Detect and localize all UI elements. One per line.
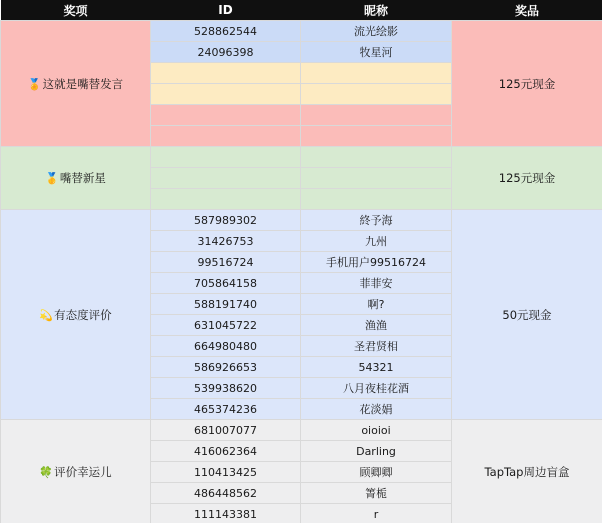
nickname-cell: 終予海 [301,210,452,231]
table-row [1,21,602,42]
nickname-cell [301,168,452,189]
award-cell-group-2 [1,147,151,210]
id-cell: 631045722 [151,315,301,336]
nickname-cell: Darling [301,441,452,462]
nickname-cell: 手机用户99516724 [301,252,452,273]
nickname-cell: 花淡娟 [301,399,452,420]
award-cell-group-1 [1,21,151,147]
nickname-cell: 箐栀 [301,483,452,504]
nickname-cell: 54321 [301,357,452,378]
header-nickname: 昵称 [301,0,452,21]
id-cell: 416062364 [151,441,301,462]
id-cell: 465374236 [151,399,301,420]
nickname-cell [301,63,452,84]
id-cell: 528862544 [151,21,301,42]
table-row [1,420,602,441]
id-cell: 31426753 [151,231,301,252]
prize-cell-group-4: TapTap周边盲盒 [452,420,602,523]
nickname-cell: 八月夜桂花酒 [301,378,452,399]
award-cell-group-4 [1,420,151,523]
nickname-cell [301,84,452,105]
nickname-cell: 啊? [301,294,452,315]
id-cell [151,168,301,189]
id-cell: 705864158 [151,273,301,294]
id-cell: 110413425 [151,462,301,483]
nickname-cell: 渔渔 [301,315,452,336]
nickname-cell: 九州 [301,231,452,252]
id-cell: 486448562 [151,483,301,504]
nickname-cell: oioioi [301,420,452,441]
prize-cell-group-2: 125元现金 [452,147,602,210]
award-label: 嘴替新星 [59,171,106,185]
id-cell: 111143381 [151,504,301,523]
table-row [1,210,602,231]
id-cell: 681007077 [151,420,301,441]
id-cell: 587989302 [151,210,301,231]
award-label: 这就是嘴替发言 [42,76,124,91]
id-cell [151,147,301,168]
nickname-cell: 牧星河 [301,42,452,63]
award-label: 有态度评价 [54,307,112,322]
nickname-cell: 圣君贤相 [301,336,452,357]
prize-cell-group-1: 125元现金 [452,21,602,147]
nickname-cell: r [301,504,452,523]
header-row [1,0,602,21]
header-award: 奖项 [1,0,151,21]
id-cell [151,63,301,84]
id-cell: 539938620 [151,378,301,399]
nickname-cell: 流光绘影 [301,21,452,42]
id-cell: 24096398 [151,42,301,63]
nickname-cell: 菲菲安 [301,273,452,294]
dizzy-star-icon: 💫 [39,308,54,322]
nickname-cell [301,105,452,126]
nickname-cell [301,147,452,168]
id-cell [151,105,301,126]
id-cell [151,84,301,105]
header-prize: 奖品 [452,0,602,21]
header-id: ID [151,0,301,21]
award-label: 评价幸运儿 [54,465,112,479]
id-cell: 586926653 [151,357,301,378]
medal-icon: 🏅 [27,77,42,91]
nickname-cell [301,189,452,210]
prize-cell-group-3: 50元现金 [452,210,602,420]
award-cell-group-3 [1,210,151,420]
medal-icon: 🥇 [45,172,59,185]
id-cell [151,126,301,147]
id-cell: 588191740 [151,294,301,315]
id-cell: 99516724 [151,252,301,273]
clover-icon: 🍀 [39,466,54,479]
table-row [1,147,602,168]
nickname-cell [301,126,452,147]
id-cell: 664980480 [151,336,301,357]
nickname-cell: 顾卿卿 [301,462,452,483]
id-cell [151,189,301,210]
